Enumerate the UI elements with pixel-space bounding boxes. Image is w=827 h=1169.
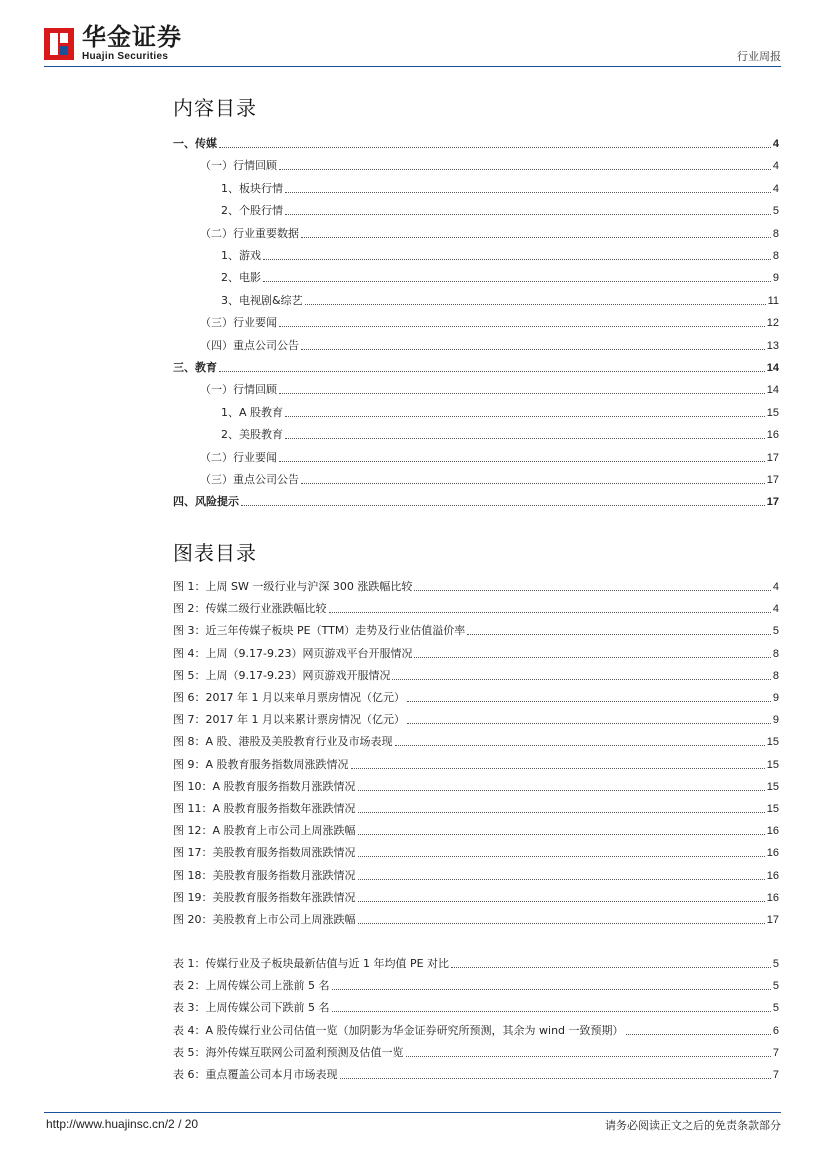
figure-entry-page: 16 (766, 847, 779, 860)
figure-entry-label: 图 18：美股教育服务指数月涨跌情况 (173, 868, 356, 882)
figure-entry[interactable] (173, 735, 779, 749)
figure-entry-page: 8 (772, 669, 779, 682)
dot-leader (219, 147, 771, 148)
figure-entry-label: 图 5：上周（9.17-9.23）网页游戏开服情况 (173, 668, 391, 682)
toc-entry[interactable] (221, 182, 779, 196)
table-entry-page: 6 (772, 1024, 779, 1037)
dot-leader (407, 701, 771, 702)
dot-leader (329, 612, 771, 613)
toc-entry[interactable] (221, 204, 779, 218)
table-entry[interactable] (173, 1024, 779, 1038)
figure-entry-label: 图 4：上周（9.17-9.23）网页游戏平台开服情况 (173, 646, 413, 660)
figure-entry[interactable] (173, 713, 779, 727)
toc-entry[interactable] (221, 428, 779, 442)
table-entry-label: 表 2：上周传媒公司上涨前 5 名 (173, 979, 330, 993)
table-entry[interactable] (173, 957, 779, 971)
figure-entry-page: 16 (766, 825, 779, 838)
figure-entry-page: 15 (766, 803, 779, 815)
figures-title: 图表目录 (173, 541, 257, 565)
toc-entry-page: 11 (767, 294, 779, 307)
table-entry-page: 5 (772, 1002, 779, 1015)
brand-name-cn: 华金证券 (82, 23, 182, 51)
figure-entry-page: 9 (772, 692, 779, 704)
dot-leader (392, 679, 770, 680)
table-entry-label: 表 3：上周传媒公司下跌前 5 名 (173, 1001, 330, 1015)
toc-entry-label: 三、教育 (173, 361, 217, 374)
figure-entry[interactable] (173, 891, 779, 905)
figure-entry-page: 15 (766, 780, 779, 793)
figure-entry-page: 15 (766, 736, 779, 749)
toc-entry[interactable] (200, 451, 779, 465)
figure-entry[interactable] (173, 580, 779, 594)
toc-entry-label: 2、美股教育 (221, 428, 283, 442)
dot-leader (358, 879, 765, 880)
figure-entry[interactable] (173, 846, 779, 860)
table-entry[interactable] (173, 1001, 779, 1015)
figure-entry-label: 图 2：传媒二级行业涨跌幅比较 (173, 602, 327, 616)
toc-entry[interactable] (200, 339, 779, 353)
figure-entry-page: 16 (766, 869, 779, 882)
figure-entry[interactable] (173, 669, 779, 683)
table-entry[interactable] (173, 1046, 779, 1060)
toc-entry-label: 一、传媒 (173, 137, 217, 150)
dot-leader (285, 214, 771, 215)
document-type: 行业周报 (737, 50, 781, 63)
toc-entry[interactable] (200, 227, 779, 241)
dot-leader (279, 326, 765, 327)
toc-entry-label: 2、电影 (221, 271, 261, 285)
dot-leader (358, 923, 765, 924)
toc-entry-label: （三）行业要闻 (200, 316, 277, 330)
dot-leader (358, 901, 765, 902)
toc-entry-label: 四、风险提示 (173, 495, 239, 509)
toc-entry[interactable] (173, 361, 779, 375)
dot-leader (301, 483, 765, 484)
footer-divider (44, 1112, 781, 1113)
toc-entry-label: （三）重点公司公告 (200, 473, 299, 486)
toc-entry-page: 8 (772, 250, 779, 262)
dot-leader (219, 371, 765, 372)
figure-entry-label: 图 7：2017 年 1 月以来累计票房情况（亿元） (173, 713, 405, 727)
dot-leader (451, 967, 771, 968)
toc-entry-page: 12 (766, 317, 779, 330)
figure-entry-label: 图 12：A 股教育上市公司上周涨跌幅 (173, 824, 356, 838)
figure-entry[interactable] (173, 602, 779, 616)
dot-leader (279, 461, 765, 462)
toc-entry-label: 1、A 股教育 (221, 405, 284, 419)
figure-entry-label: 图 8：A 股、港股及美股教育行业及市场表现 (173, 735, 393, 749)
dot-leader (301, 349, 765, 350)
figure-entry-page: 9 (772, 714, 779, 727)
figure-entry-label: 图 1：上周 SW 一级行业与沪深 300 涨跌幅比较 (173, 580, 413, 593)
dot-leader (358, 812, 765, 813)
figure-entry-label: 图 11：A 股教育服务指数年涨跌情况 (173, 802, 356, 815)
dot-leader (340, 1078, 771, 1079)
toc-entry-label: 3、电视剧&综艺 (221, 293, 303, 307)
figure-entry-page: 4 (772, 581, 779, 593)
header-divider (44, 66, 781, 67)
table-entry[interactable] (173, 1068, 779, 1082)
dot-leader (263, 259, 771, 260)
toc-entry-label: 2、个股行情 (221, 204, 283, 218)
toc-entry-page: 17 (766, 451, 779, 464)
toc-entry-label: （二）行业要闻 (200, 450, 277, 464)
table-entry-label: 表 4：A 股传媒行业公司估值一览（加阴影为华金证券研究所预测，其余为 wind 一致预期） (173, 1023, 624, 1037)
figure-entry[interactable] (173, 869, 779, 883)
dot-leader (241, 505, 765, 506)
table-entry-label: 表 6：重点覆盖公司本月市场表现 (173, 1068, 338, 1081)
toc-entry-label: （一）行情回顾 (200, 383, 277, 397)
dot-leader (407, 723, 771, 724)
footer-url[interactable]: http://www.huajinsc.cn/2 / 20 (46, 1117, 199, 1131)
figure-entry-label: 图 10：A 股教育服务指数月涨跌情况 (173, 779, 356, 793)
dot-leader (358, 856, 765, 857)
toc-entry[interactable] (221, 249, 779, 263)
dot-leader (301, 237, 771, 238)
figure-entry[interactable] (173, 824, 779, 838)
toc-entry[interactable] (221, 271, 779, 285)
dot-leader (332, 989, 771, 990)
dot-leader (406, 1056, 771, 1057)
toc-entry[interactable] (173, 495, 779, 509)
toc-entry-page: 16 (766, 429, 779, 442)
figure-entry[interactable] (173, 647, 779, 661)
table-entry-page: 5 (772, 958, 779, 970)
toc-entry[interactable] (173, 137, 779, 151)
toc-entry-page: 5 (772, 205, 779, 218)
figure-entry-label: 图 19：美股教育服务指数年涨跌情况 (173, 890, 356, 904)
dot-leader (414, 657, 770, 658)
toc-entry-label: 1、板块行情 (221, 181, 283, 195)
toc-entry[interactable] (200, 159, 779, 173)
dot-leader (358, 834, 765, 835)
dot-leader (414, 590, 771, 591)
figure-entry-label: 图 20：美股教育上市公司上周涨跌幅 (173, 913, 356, 926)
dot-leader (358, 790, 765, 791)
toc-entry-page: 14 (766, 384, 779, 397)
figure-entry-label: 图 9：A 股教育服务指数周涨跌情况 (173, 757, 349, 771)
dot-leader (305, 304, 766, 305)
toc-entry-page: 13 (766, 339, 779, 352)
table-entry-page: 7 (772, 1046, 779, 1059)
toc-entry[interactable] (200, 383, 779, 397)
footer-disclaimer: 请务必阅读正文之后的免责条款部分 (605, 1119, 781, 1132)
dot-leader (285, 416, 765, 417)
toc-entry-page: 4 (772, 160, 779, 173)
figure-entry-label: 图 17：美股教育服务指数周涨跌情况 (173, 846, 356, 860)
toc-entry-label: （一）行情回顾 (200, 159, 277, 173)
toc-entry[interactable] (221, 294, 779, 308)
brand-name-en: Huajin Securities (82, 51, 169, 62)
table-entry[interactable] (173, 979, 779, 993)
toc-entry-page: 8 (772, 227, 779, 240)
toc-entry-page: 17 (766, 474, 779, 486)
figure-entry-page: 5 (772, 625, 779, 638)
toc-entry-label: （二）行业重要数据 (200, 226, 299, 240)
dot-leader (332, 1011, 771, 1012)
figure-entry-page: 17 (766, 914, 779, 926)
figure-entry[interactable] (173, 802, 779, 816)
toc-entry[interactable] (221, 406, 779, 420)
huajin-logo-icon (44, 28, 74, 60)
table-entry-page: 7 (772, 1069, 779, 1081)
table-entry-page: 5 (772, 980, 779, 993)
dot-leader (467, 634, 771, 635)
dot-leader (279, 393, 765, 394)
toc-entry[interactable] (200, 316, 779, 330)
toc-entry-label: 1、游戏 (221, 249, 261, 262)
toc-entry-page: 9 (772, 272, 779, 285)
dot-leader (285, 192, 771, 193)
dot-leader (263, 281, 771, 282)
dot-leader (626, 1034, 771, 1035)
table-entry-label: 表 5：海外传媒互联网公司盈利预测及估值一览 (173, 1045, 404, 1059)
figure-entry-label: 图 3：近三年传媒子板块 PE（TTM）走势及行业估值溢价率 (173, 624, 466, 638)
figure-entry-page: 15 (766, 758, 779, 771)
figure-entry[interactable] (173, 758, 779, 772)
figure-entry[interactable] (173, 780, 779, 794)
page-header (0, 0, 827, 70)
figure-entry-page: 8 (772, 647, 779, 660)
figure-entry-page: 4 (772, 603, 779, 616)
figure-entry[interactable] (173, 913, 779, 927)
figure-entry[interactable] (173, 624, 779, 638)
toc-entry-label: （四）重点公司公告 (200, 338, 299, 352)
contents-title: 内容目录 (173, 96, 257, 120)
dot-leader (285, 438, 765, 439)
toc-entry[interactable] (200, 473, 779, 487)
toc-entry-page: 17 (766, 496, 779, 509)
toc-entry-page: 14 (766, 362, 779, 374)
dot-leader (279, 169, 771, 170)
toc-entry-page: 4 (772, 138, 779, 150)
table-entry-label: 表 1：传媒行业及子板块最新估值与近 1 年均值 PE 对比 (173, 957, 450, 970)
figure-entry-label: 图 6：2017 年 1 月以来单月票房情况（亿元） (173, 691, 405, 704)
figure-entry[interactable] (173, 691, 779, 705)
toc-entry-page: 4 (772, 182, 779, 195)
dot-leader (395, 745, 765, 746)
figure-entry-page: 16 (766, 891, 779, 904)
toc-entry-page: 15 (766, 406, 779, 419)
dot-leader (351, 768, 765, 769)
